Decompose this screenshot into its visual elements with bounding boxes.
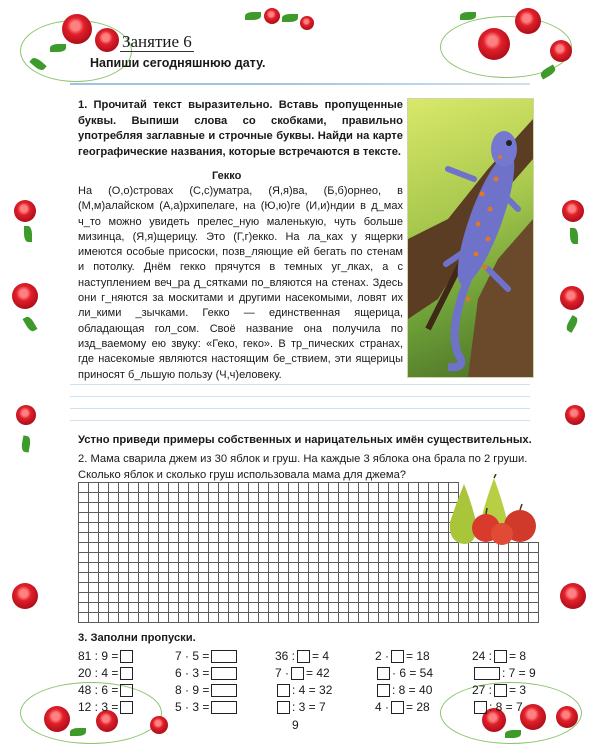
oral-task: Устно приведи примеры собственных и нарицательных имён существительных. [78,434,532,446]
answer-box[interactable] [291,667,304,680]
answer-box[interactable] [120,650,133,663]
equation [175,665,239,682]
answer-box[interactable] [494,684,507,697]
rose-decoration [560,286,584,310]
equation [78,648,135,665]
answer-box[interactable] [474,667,500,680]
answer-box[interactable] [494,650,507,663]
answer-box[interactable] [474,701,487,714]
equation [375,648,433,665]
equation-left: 24 : [472,649,493,663]
equation [78,682,135,699]
rose-decoration [150,716,168,734]
answer-box[interactable] [277,701,290,714]
equation-right: = 28 [406,700,430,714]
gecko-illustration [407,98,534,378]
equation-left: 48 : 6 = [78,683,119,697]
equation [472,665,536,682]
equation-right: = 18 [406,649,430,663]
equation [472,648,536,665]
rose-decoration [478,28,510,60]
answer-box[interactable] [211,684,237,697]
rose-decoration [562,200,584,222]
rose-decoration [565,405,585,425]
task1-instruction: 1. Прочитай текст выразительно. Вставь пропущенные буквы. Выпиши слова со скобками, правильно употребляя заглавные и строчные буквы. Найди на карте географические названия, которые встречаются в тексте. [78,99,403,158]
rose-decoration [560,583,586,609]
rose-decoration [264,8,280,24]
equation [275,682,332,699]
rose-decoration [14,200,36,222]
equation [375,699,433,716]
equation [275,665,332,682]
answer-box[interactable] [211,667,237,680]
story-title: Гекко [212,170,242,182]
equation [78,699,135,716]
equation [275,699,332,716]
answer-grid-extension[interactable] [458,542,539,623]
equation-left: 20 : 4 = [78,666,119,680]
answer-box[interactable] [377,684,390,697]
equation-right: : 8 = 7 [489,700,523,714]
equation-right: = 3 [509,683,527,697]
answer-box[interactable] [377,667,390,680]
equation-right: · 6 = 54 [392,666,434,680]
rose-decoration [44,706,70,732]
equation-right: = 4 [312,649,330,663]
fruit-illustration [446,474,546,546]
equation-right: : 8 = 40 [392,683,433,697]
equation-right: : 4 = 32 [292,683,333,697]
equation-left: 12 : 3 = [78,700,119,714]
answer-box[interactable] [120,701,133,714]
answer-box[interactable] [391,650,404,663]
answer-grid[interactable] [78,482,459,623]
equation [375,682,433,699]
answer-box[interactable] [120,684,133,697]
equation [472,682,536,699]
gecko-image [408,99,533,377]
rose-decoration [12,283,38,309]
equation-left: 5 · 3 = [175,700,210,714]
equation [472,699,536,716]
equation-left: 6 · 3 = [175,666,210,680]
equation [375,665,433,682]
answer-box[interactable] [120,667,133,680]
answer-box[interactable] [297,650,310,663]
rose-decoration [300,16,314,30]
equation-right: = 8 [509,649,527,663]
equation-column [472,648,536,716]
equation-right: : 7 = 9 [502,666,536,680]
rose-decoration [16,405,36,425]
equation-left: 81 : 9 = [78,649,119,663]
equation-column [275,648,332,716]
equation-column [375,648,433,716]
equation [175,682,239,699]
answer-box[interactable] [277,684,290,697]
apples-pears-image [446,474,546,546]
equation [175,699,239,716]
answer-box[interactable] [211,650,237,663]
equation-right: = 42 [306,666,330,680]
equation-left: 7 · [275,666,290,680]
rose-decoration [550,40,572,62]
answer-box[interactable] [391,701,404,714]
task2-text: 2. Мама сварила джем из 30 яблок и груш. На каждые 3 яблока она брала по 2 груши. Сколько яблок и сколько груш использовала мама для джема? [78,453,528,481]
rose-decoration [12,583,38,609]
page-number: 9 [292,718,299,732]
date-line[interactable] [70,83,530,85]
equation-left: 2 · [375,649,390,663]
equation-left: 36 : [275,649,296,663]
task3-title: 3. Заполни пропуски. [78,632,196,644]
equation [175,648,239,665]
equation-column [175,648,239,716]
rose-decoration [556,706,578,728]
equation-column [78,648,135,716]
rose-decoration [62,14,92,44]
equation-right: : 3 = 7 [292,700,326,714]
rose-decoration [515,8,541,34]
equation [78,665,135,682]
answer-box[interactable] [211,701,237,714]
equation-left: 27 : [472,683,493,697]
rose-decoration [95,28,119,52]
story-text: На (О,о)стровах (С,с)уматра, (Я,я)ва, (Б,б)орнео, в (М,м)алайском (А,а)рхипелаге, на (Ю,ю)ге (И,и)ндии в д_мах ч_то можно увидеть прелес_ную маленькую, чуть больше мизинца, (Я,я)щерицу. Это (Г,г)екко. На ла_ках у ящерки имеются особые присоски, позв_ляющие ей бегать по стенам и потолку. Днём гекко прячутся в темных уг_лках, а с наступлением веч_ра д_сятками по_вляются на стенах. Здесь они г_няются за москитами и другими насекомыми, ловят их ли_кими _зычками. Гекко — единственная ящерица, обладающая гол_сом. Своё название она получила по изд_ваемому ею звуку: «Геко, геко». В тр_пических странах, где насекомые являются настоящим бе_ствием, эти ящерицы приносят б_льшую пользу (Ч,ч)еловеку. [78,185,403,381]
equation-left: 7 · 5 = [175,649,210,663]
lesson-title: Занятие 6 [122,32,192,51]
date-task: Напиши сегодняшнюю дату. [90,56,266,70]
equation [275,648,332,665]
equation-left: 8 · 9 = [175,683,210,697]
equation-left: 4 · [375,700,390,714]
